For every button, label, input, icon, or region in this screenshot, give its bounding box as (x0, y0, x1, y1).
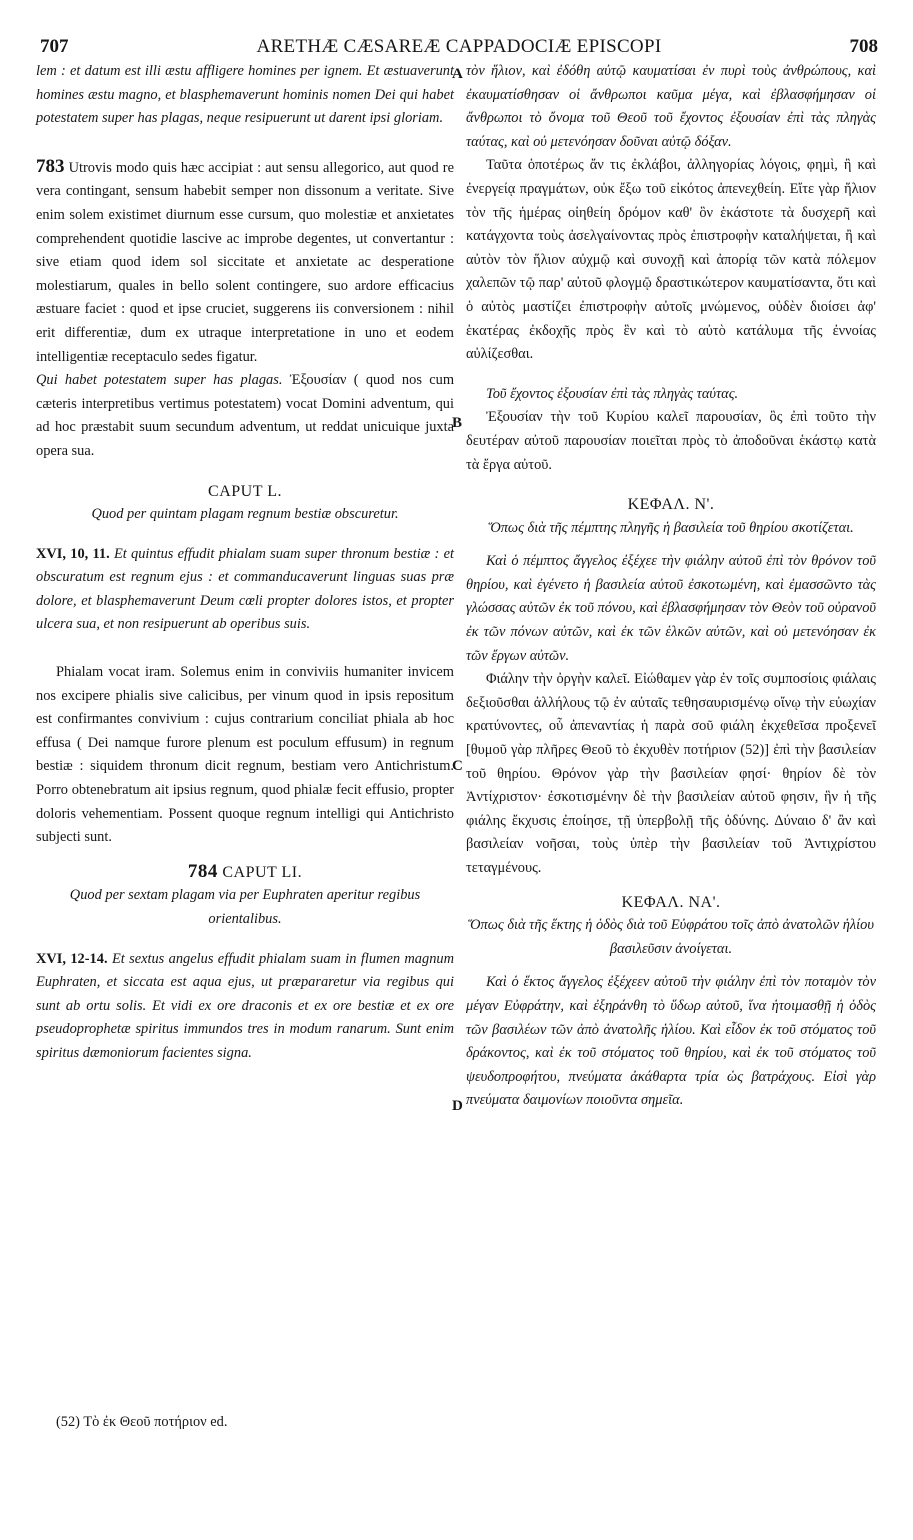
page-number-left: 707 (40, 36, 69, 57)
footnote: (52) Τὸ ἐκ Θεοῦ ποτήριον ed. (56, 1414, 228, 1430)
latin-section-783 (36, 155, 454, 369)
verse-reference: XVI, 12-14. (36, 950, 108, 967)
greek-chapter-51-subtitle: Ὅπως διὰ τῆς ἕκτης ἡ ὁδὸς διὰ τοῦ Εὐφράτου τοῖς ἀπὸ ἀνατολῶν ἡλίου βασιλεῦσιν ἀνοίγεται. (468, 917, 874, 957)
page-number-right: 708 (849, 36, 878, 57)
margin-letter-c: C (452, 758, 463, 774)
latin-intro-verse: lem : et datum est illi æstu affligere homines per ignem. Et æstuaverunt homines æstu magno, et blasphemaverunt hominis nomen Dei qui habet potestatem super has plagas, neque resipuerunt ut darent ipsi gloriam. (36, 63, 454, 127)
latin-qui-habet (36, 369, 454, 463)
latin-column (36, 60, 454, 1066)
running-header (40, 36, 878, 58)
caput-li-label: CAPUT LI. (222, 863, 303, 881)
latin-verse-text: Et sextus angelus effudit phialam suam in flumen magnum Euphraten, et siccata est aqua ejus, ut præpararetur via regibus qui sunt ab ortu solis. Et vidi ex ore draconis et ex ore bestiæ et ex ore pseudoprophetæ spiritus immundos tres in modum ranarum. Sunt enim spiritus dæmoniorum facientes signa. (36, 950, 454, 1061)
latin-chapter-51-subtitle: Quod per sextam plagam via per Euphraten aperitur regibus orientalibus. (69, 887, 421, 927)
latin-lemma: Qui habet potestatem super has plagas. (36, 372, 283, 389)
running-title: ARETHÆ CÆSAREÆ CAPPADOCIÆ EPISCOPI (256, 36, 662, 57)
greek-lemma: Τοῦ ἔχοντος ἐξουσίαν ἐπὶ τὰς πληγὰς ταύτας. (486, 385, 739, 402)
section-number-784: 784 (187, 860, 218, 882)
latin-phialam-commentary: Phialam vocat iram. Solemus enim in conviviis humaniter invicem nos excipere phialis sive calicibus, per vinum quod in ipsis repositum est confirmantes convivium : cujus contrarium conciliat phiala ab hoc effusa ( Dei namque furore plenum est poculum effusum) in regnum bestiæ : siquidem thronum dicit regnum, bestiam vero Antichristum. Porro obtenebratum ait ipsius regnum, quod phialæ fecit effusio, propter doloris vehementiam. Possent quoque regnum intelligi qui Antichristo subjecti sunt. (36, 664, 454, 846)
greek-phialen-commentary: Φιάλην τὴν ὀργὴν καλεῖ. Εἰώθαμεν γὰρ ἐν τοῖς συμποσίοις φιάλαις δεξιοῦσθαι ἀλλήλους τῷ ἐν αὐταῖς τεθησαυρισμένῳ οἴνῳ τὴν εὐωχίαν κρατύνοντες, οὗ ἀπεναντίας ἡ παρὰ σοῦ φιάλη ἐκχεθεῖσα προξενεῖ [θυμοῦ γὰρ πλῆρες Θεοῦ τὸ ἐκχυθὲν ποτήριον (52)] ἐπὶ τὴν βασιλείαν τοῦ θηρίου. Θρόνον γὰρ τὴν βασιλείαν φησί· θηρίον δὲ τὸν Ἀντίχριστον· ἐσκοτισμένην δὲ τὴν βασιλείαν αὐτοῦ φησιν, ἣν ἡ τῆς φιάλης ἔκχυσις ἐποίησε, τῇ ὑπερβολῇ τῆς ὀδύνης. Δύναιο δ' ἂν καὶ βασιλείαν νοῆσαι, τοὺς ὑπὲρ τὴν βασιλείαν τοῦ Ἀντιχρίστου τεταγμένους. (466, 671, 876, 876)
latin-verse-16-12 (36, 948, 454, 1066)
greek-commentary-tauta: Ταῦτα ὁποτέρως ἄν τις ἐκλάβοι, ἀλληγορίας λόγοις, φημὶ, ἢ καὶ ἐνεργείᾳ πραγμάτων, οὐκ ἔξω τοῦ εἰκότος ἀπενεχθείη. Εἴτε γὰρ ἥλιον τὸν τῆς ἡμέρας οἰηθείη δρόμον καθ' ὃν ἑκάστοτε τὰ δυσχερῆ καὶ κατάγχοντα τοὺς ἀσελγαίνοντας πρὸς ἐπιστροφὴν καταλήψεται, ἢ καὶ αὐτὸν τὸν ἥλιον αὐχμῷ καὶ συνοχῇ καὶ ἀπορίᾳ τῶν κατὰ πόλεμον χαλεπῶν τῷ παρ' αὐτοῦ φλογμῷ δραστικώτερον καυματίσαντα, ὅτι καὶ ὁ αὐτὸς μαστίζει ἐπιστροφὴν αὐτοῖς μνώμενος, οὐδὲν διοίσει ἀφ' ἑκατέρας ἐκδοχῆς πρὸς ἓν καὶ τὸ αὐτὸ κατάλυμα τῆς ἐννοίας αὐλίζεσθαι. (466, 157, 876, 363)
latin-commentary-783: Utrovis modo quis hæc accipiat : aut sensu allegorico, aut quod re vera contingant, sensum habebit semper non dissonum a veritate. Sive enim solem existimet diurnum esse cursum, quo molestiæ et anxietates comprehendent quotidie lascive ac improbe degentes, ut convertantur : sive etiam quod idem sol siccitate et anxietate ac desperatione molestiarum, quales in bello solent contingere, suo ardore efficacius æstuare faciet : quod et ipse cruciet, suggerens iis conversionem : nihil erit differentiæ, dum ex utraque interpretatione in uno et eodem intelligentiæ receptaculo sedes figatur. (36, 159, 454, 365)
greek-intro-verse: τὸν ἥλιον, καὶ ἐδόθη αὐτῷ καυματίσαι ἐν πυρὶ τοὺς ἀνθρώπους, καὶ ἐκαυματίσθησαν οἱ ἄνθρωποι καῦμα μέγα, καὶ ἐβλασφήμησαν οἱ ἄνθρωποι τὸ ὄνομα τοῦ Θεοῦ τοῦ ἔχοντος ἐξουσίαν ἐπὶ τὰς πληγὰς ταύτας, καὶ οὐ μετενόησαν δοῦναι αὐτῷ δόξαν. (466, 63, 876, 150)
greek-lemma-commentary: Ἐξουσίαν τὴν τοῦ Κυρίου καλεῖ παρουσίαν, ὃς ἐπὶ τοῦτο τὴν δευτέραν αὐτοῦ παρουσίαν ποιεῖται πρὸς τὸ ἀποδοῦναι ἑκάστῳ κατὰ τὰ ἔργα αὐτοῦ. (466, 409, 876, 473)
latin-chapter-50-subtitle: Quod per quintam plagam regnum bestiæ obscuretur. (91, 506, 399, 523)
greek-column (466, 60, 876, 1113)
latin-verse-text: Et quintus effudit phialam suam super thronum bestiæ : et obscuratum est regnum ejus : et commanducaverunt linguas suas præ dolore, et blasphemaverunt Deum cœli propter dolores istos, et propter ulcera sua, et non resipuerunt ab operibus suis. (36, 545, 454, 633)
greek-chapter-50-subtitle: Ὅπως διὰ τῆς πέμπτης πληγῆς ἡ βασιλεία τοῦ θηρίου σκοτίζεται. (488, 519, 854, 536)
latin-chapter-51-title (36, 860, 454, 885)
greek-verse-fifth: Καὶ ὁ πέμπτος ἄγγελος ἐξέχεε τὴν φιάλην αὐτοῦ ἐπὶ τὸν θρόνον τοῦ θηρίου, καὶ ἐγένετο ἡ βασιλεία αὐτοῦ ἐσκοτωμένη, καὶ ἐμασσῶντο τὰς γλώσσας αὐτῶν ἐκ τοῦ πόνου, καὶ ἐβλασφήμησαν τὸν Θεὸν τοῦ οὐρανοῦ ἐκ τῶν πόνων αὐτῶν, καὶ ἐκ τῶν ἑλκῶν αὐτῶν, καὶ οὐ μετενόησαν ἐκ τῶν ἔργων αὐτῶν. (466, 553, 876, 664)
verse-reference: XVI, 10, 11. (36, 545, 110, 562)
margin-letter-d: D (452, 1098, 463, 1114)
section-number-783: 783 (36, 155, 65, 177)
greek-verse-sixth: Καὶ ὁ ἕκτος ἄγγελος ἐξέχεεν αὐτοῦ τὴν φιάλην ἐπὶ τὸν ποταμὸν τὸν μέγαν Εὐφράτην, καὶ ἐξηράνθη τὸ ὕδωρ αὐτοῦ, ἵνα ἡτοιμασθῇ ἡ ὁδὸς τῶν βασιλέων τῶν ἀπὸ ἀνατολῆς ἡλίου. Καὶ εἶδον ἐκ τοῦ στόματος τοῦ δράκοντος, καὶ ἐκ τοῦ στόματος τοῦ θηρίου, καὶ ἐκ τοῦ στόματος τοῦ ψευδοπροφήτου, πνεύματα ἀκάθαρτα τρία ὡς βατράχους. Εἰσὶ γὰρ πνεύματα δαιμονίων ποιοῦντα σημεῖα. (466, 974, 876, 1109)
margin-letter-b: B (452, 415, 463, 431)
latin-lemma-commentary: Ἐξουσίαν ( quod nos cum cæteris interpretibus vertimus potestatem) vocat Domini adventum, qui ad hoc præstabit suum secundum adventum, ut reddat unicuique juxta opera sua. (36, 372, 455, 459)
greek-chapter-51-title: ΚΕΦΑΛ. ΝΑ'. (621, 893, 721, 911)
latin-chapter-50-title: CAPUT L. (208, 482, 282, 500)
margin-letter-a: A (452, 66, 463, 82)
latin-verse-16-10 (36, 543, 454, 637)
greek-chapter-50-title: ΚΕΦΑΛ. Ν'. (627, 496, 715, 514)
